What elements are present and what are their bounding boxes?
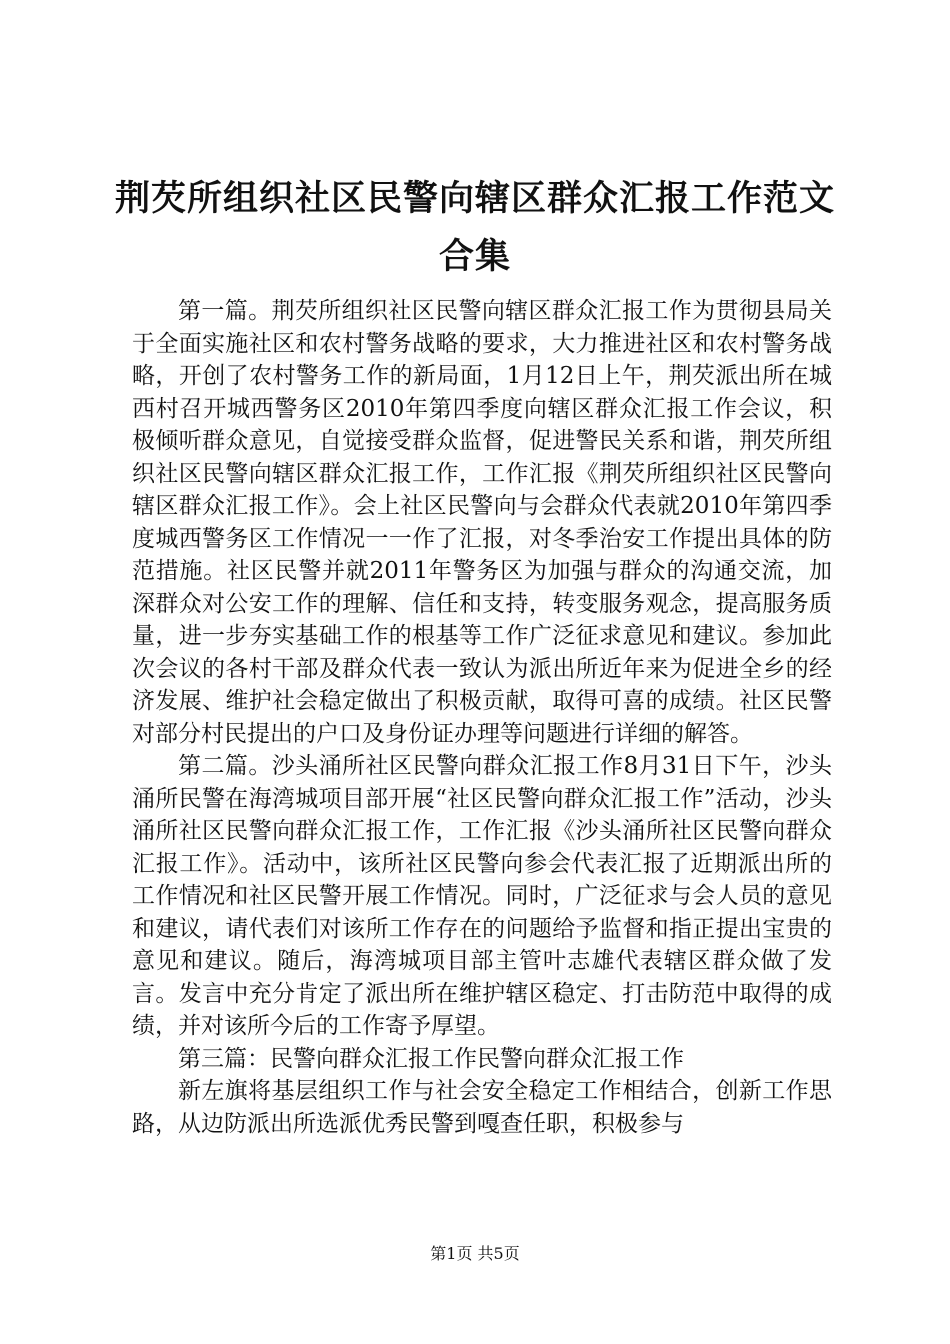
paragraph-4: 新左旗将基层组织工作与社会安全稳定工作相结合，创新工作思路，从边防派出所选派优秀民警到嘎查任职，积极参与 (132, 1078, 832, 1137)
paragraph-2: 第二篇。沙头涌所社区民警向群众汇报工作8月31日下午，沙头涌所民警在海湾城项目部开展“社区民警向群众汇报工作”活动，沙头涌所社区民警向群众汇报工作，工作汇报《沙头涌所社区民警向群众汇报工作》。活动中，该所社区民警向参会代表汇报了近期派出所的工作情况和社区民警开展工作情况。同时，广泛征求与会人员的意见和建议，请代表们对该所工作存在的问题给予监督和指正提出宝贵的意见和建议。随后，海湾城项目部主管叶志雄代表辖区群众做了发言。发言中充分肯定了派出所在维护辖区稳定、打击防范中取得的成绩，并对该所今后的工作寄予厚望。 (132, 753, 832, 1039)
paragraph-1: 第一篇。荆芡所组织社区民警向辖区群众汇报工作为贯彻县局关于全面实施社区和农村警务战略的要求，大力推进社区和农村警务战略，开创了农村警务工作的新局面，1月12日上午，荆芡派出所在城西村召开城西警务区2010年第四季度向辖区群众汇报工作会议，积极倾听群众意见，自觉接受群众监督，促进警民关系和谐，荆芡所组织社区民警向辖区群众汇报工作，工作汇报《荆芡所组织社区民警向辖区群众汇报工作》。会上社区民警向与会群众代表就2010年第四季度城西警务区工作情况一一作了汇报，对冬季治安工作提出具体的防范措施。社区民警并就2011年警务区为加强与群众的沟通交流，加深群众对公安工作的理解、信任和支持，转变服务观念，提高服务质量，进一步夯实基础工作的根基等工作广泛征求意见和建议。参加此次会议的各村干部及群众代表一致认为派出所近年来为促进全乡的经济发展、维护社会稳定做出了积极贡献，取得可喜的成绩。社区民警对部分村民提出的户口及身份证办理等问题进行详细的解答。 (132, 298, 832, 747)
document-body (132, 295, 832, 1140)
paragraph-3: 第三篇：民警向群众汇报工作民警向群众汇报工作 (178, 1045, 684, 1072)
page-footer: 第1页 共5页 (430, 1244, 520, 1263)
document-title: 荆芡所组织社区民警向辖区群众汇报工作范文合集 (114, 178, 835, 277)
